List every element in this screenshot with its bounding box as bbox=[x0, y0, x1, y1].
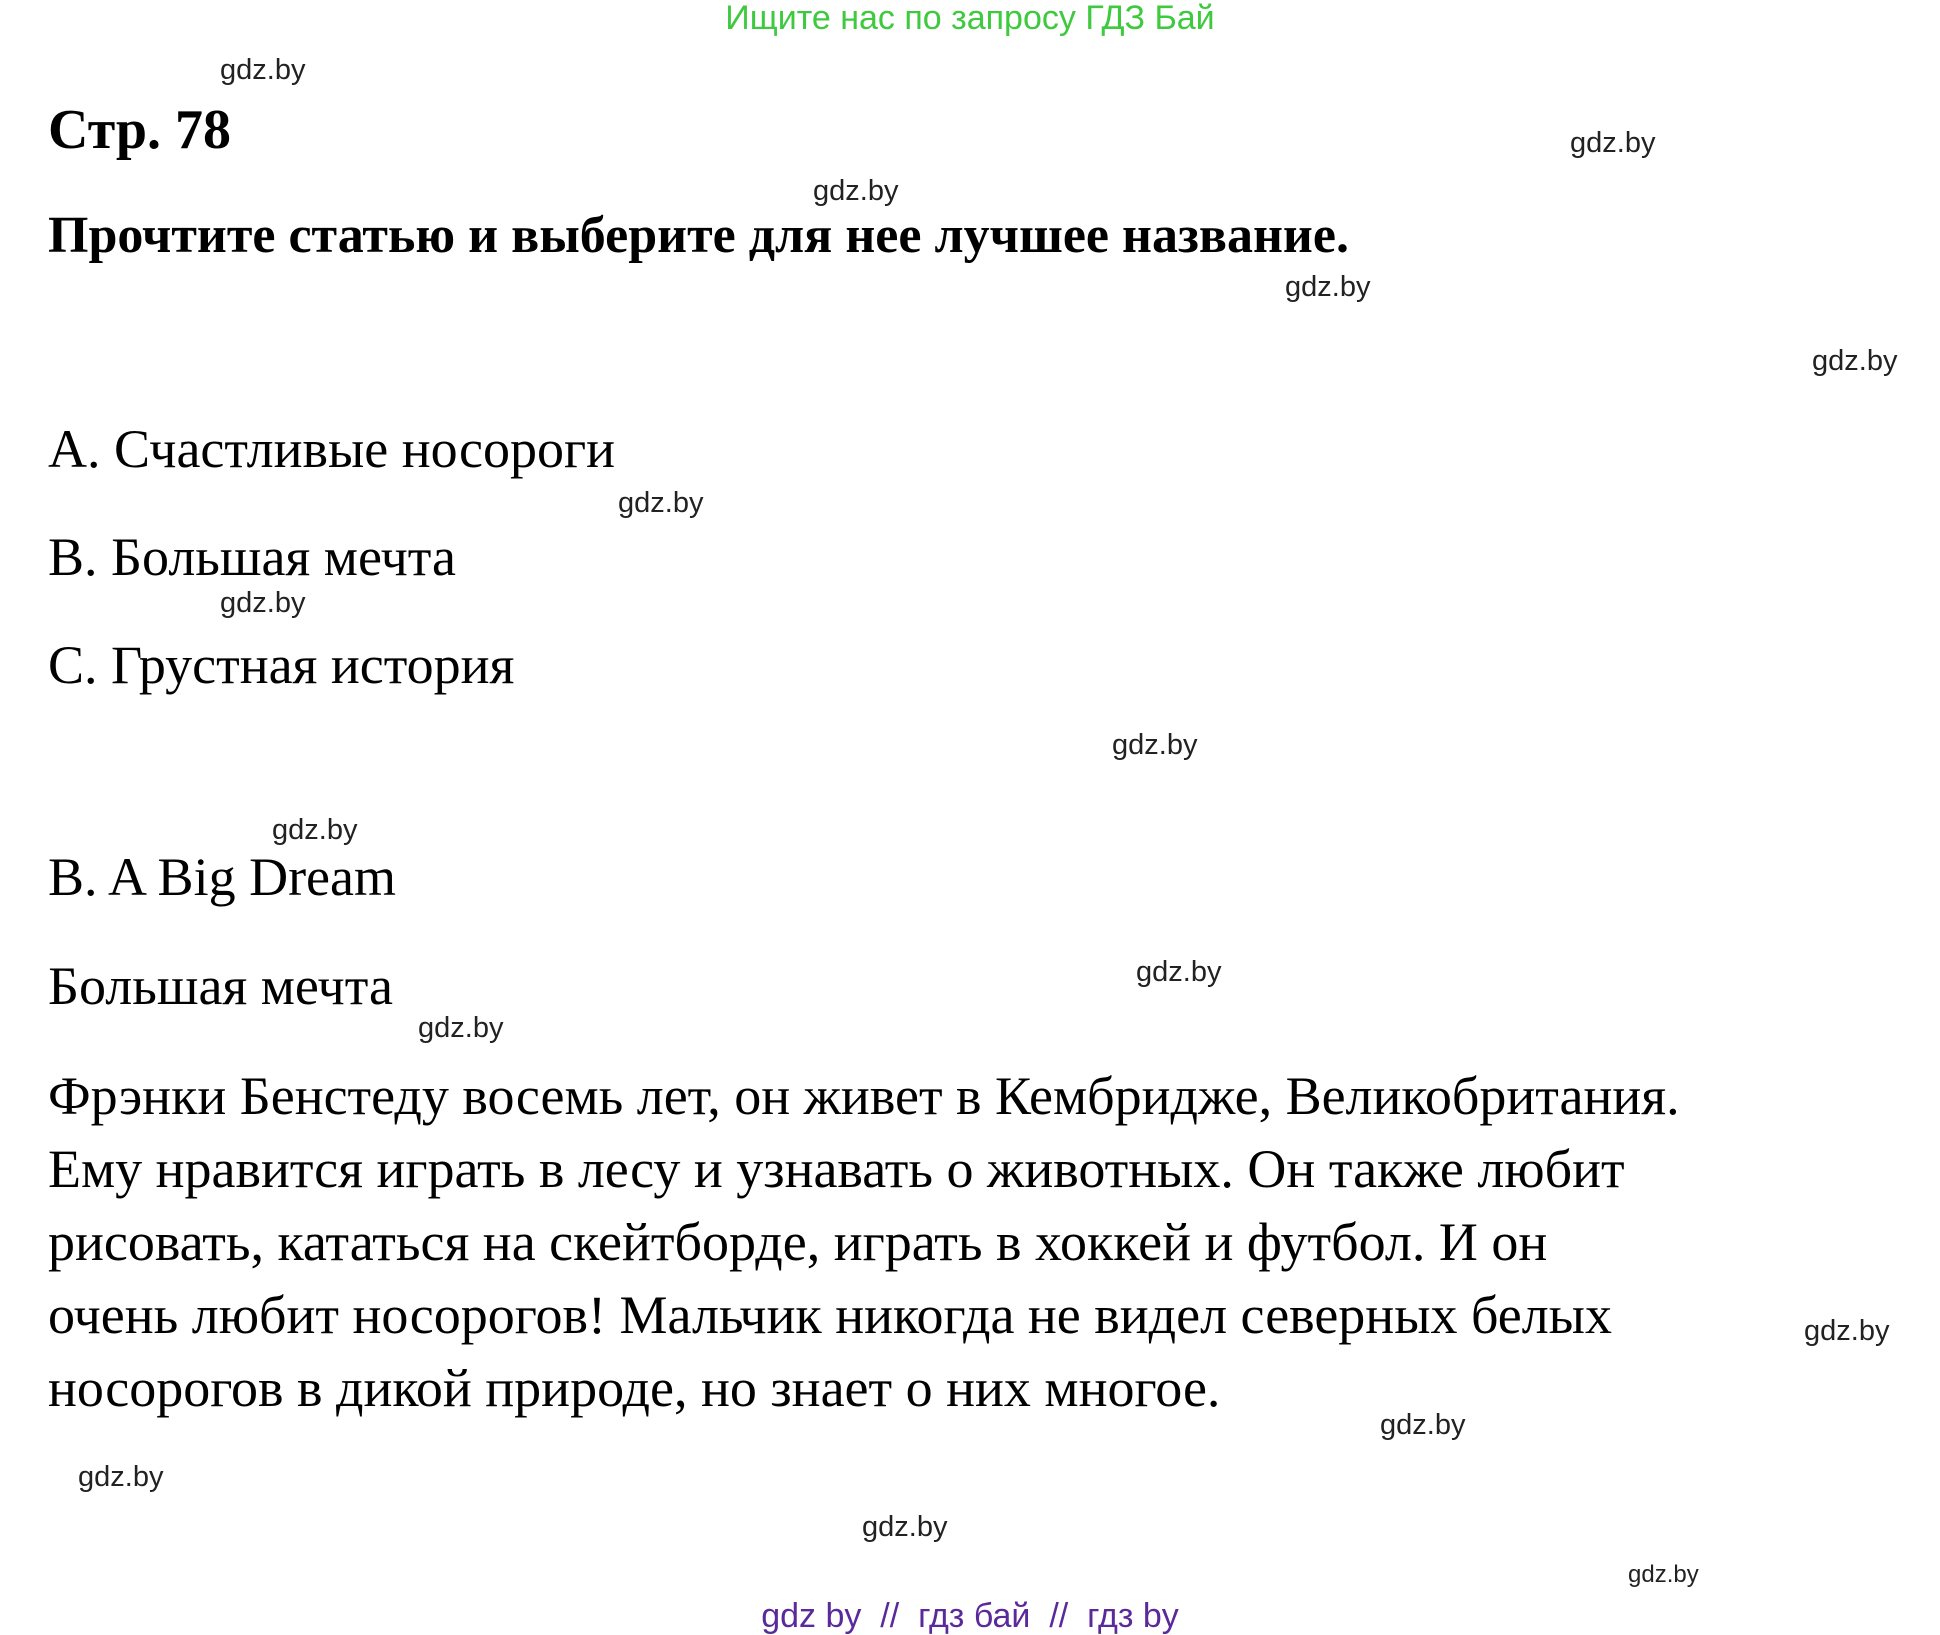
top-banner: Ищите нас по запросу ГДЗ Бай bbox=[725, 0, 1215, 37]
task-instruction: Прочтите статью и выберите для нее лучшее название. bbox=[48, 207, 1349, 264]
watermark: gdz.by bbox=[1628, 1561, 1699, 1588]
watermark: gdz.by bbox=[1812, 345, 1898, 377]
answer-choice: B. A Big Dream bbox=[48, 847, 396, 907]
footer-links: gdz by // гдз бай // гдз by bbox=[761, 1597, 1179, 1635]
answer-translation: Большая мечта bbox=[48, 956, 393, 1016]
paragraph-line: очень любит носорогов! Мальчик никогда не видел северных белых bbox=[48, 1285, 1612, 1345]
paragraph-line: рисовать, кататься на скейтборде, играть в хоккей и футбол. И он bbox=[48, 1212, 1548, 1272]
watermark: gdz.by bbox=[1112, 729, 1198, 761]
watermark: gdz.by bbox=[272, 814, 358, 846]
watermark: gdz.by bbox=[1804, 1315, 1890, 1347]
paragraph-line: носорогов в дикой природе, но знает о них многое. bbox=[48, 1358, 1221, 1418]
watermark: gdz.by bbox=[862, 1511, 948, 1543]
watermark: gdz.by bbox=[1380, 1409, 1466, 1441]
watermark: gdz.by bbox=[1285, 271, 1371, 303]
page-title: Стр. 78 bbox=[48, 99, 232, 161]
watermark: gdz.by bbox=[418, 1012, 504, 1044]
option-b: B. Большая мечта bbox=[48, 527, 456, 587]
watermark: gdz.by bbox=[220, 587, 306, 619]
option-c: C. Грустная история bbox=[48, 635, 515, 695]
paragraph-line: Ему нравится играть в лесу и узнавать о животных. Он также любит bbox=[48, 1139, 1625, 1199]
watermark: gdz.by bbox=[220, 54, 306, 86]
paragraph-line: Фрэнки Бенстеду восемь лет, он живет в Кембридже, Великобритания. bbox=[48, 1066, 1680, 1126]
watermark: gdz.by bbox=[813, 175, 899, 207]
option-a: A. Счастливые носороги bbox=[48, 419, 615, 479]
watermark: gdz.by bbox=[78, 1461, 164, 1493]
watermark: gdz.by bbox=[618, 487, 704, 519]
article-paragraph bbox=[48, 1060, 1848, 1425]
watermark: gdz.by bbox=[1136, 956, 1222, 988]
watermark: gdz.by bbox=[1570, 127, 1656, 159]
